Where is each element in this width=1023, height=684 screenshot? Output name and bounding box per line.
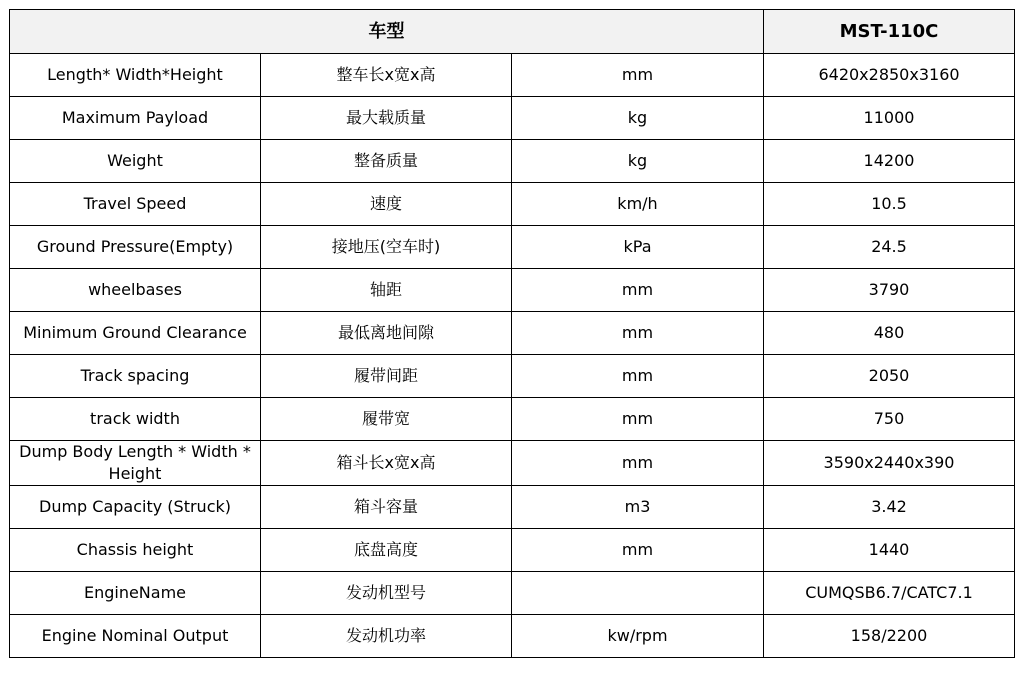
row-unit: kw/rpm [512,615,764,658]
table-row [10,615,1015,658]
row-label-cn: 接地压(空车时) [261,226,512,269]
row-label-cn: 履带间距 [261,355,512,398]
row-unit [512,572,764,615]
row-value: 10.5 [764,183,1015,226]
row-label-en: Ground Pressure(Empty) [10,226,261,269]
row-unit: kg [512,140,764,183]
row-value: 158/2200 [764,615,1015,658]
row-label-cn: 底盘高度 [261,529,512,572]
header-model: MST-110C [764,10,1015,54]
row-label-en: Track spacing [10,355,261,398]
row-value: 1440 [764,529,1015,572]
row-value: 2050 [764,355,1015,398]
row-unit: mm [512,529,764,572]
row-label-cn: 发动机功率 [261,615,512,658]
row-label-cn: 速度 [261,183,512,226]
table-row [10,572,1015,615]
row-unit: mm [512,441,764,486]
row-unit: kg [512,97,764,140]
row-value: CUMQSB6.7/CATC7.1 [764,572,1015,615]
row-value: 24.5 [764,226,1015,269]
row-value: 11000 [764,97,1015,140]
row-value: 3.42 [764,486,1015,529]
row-label-en: track width [10,398,261,441]
row-unit: mm [512,398,764,441]
row-label-cn: 轴距 [261,269,512,312]
spec-table [9,9,1015,658]
row-unit: mm [512,54,764,97]
table-row [10,54,1015,97]
row-label-cn: 发动机型号 [261,572,512,615]
row-value: 480 [764,312,1015,355]
row-label-en: Weight [10,140,261,183]
row-label-cn: 整车长x宽x高 [261,54,512,97]
row-value: 750 [764,398,1015,441]
table-row [10,355,1015,398]
row-label-cn: 箱斗容量 [261,486,512,529]
row-label-en: Travel Speed [10,183,261,226]
header-label: 车型 [10,10,764,54]
row-value: 6420x2850x3160 [764,54,1015,97]
row-unit: mm [512,269,764,312]
row-label-en: Chassis height [10,529,261,572]
table-row [10,398,1015,441]
row-value: 3590x2440x390 [764,441,1015,486]
row-unit: kPa [512,226,764,269]
row-unit: m3 [512,486,764,529]
row-label-en: EngineName [10,572,261,615]
row-label-en: Dump Capacity (Struck) [10,486,261,529]
table-row [10,97,1015,140]
row-label-cn: 最大载质量 [261,97,512,140]
row-unit: mm [512,312,764,355]
row-label-en: Maximum Payload [10,97,261,140]
header-row [10,10,1015,54]
table-row [10,183,1015,226]
table-row [10,441,1015,486]
row-label-en: Dump Body Length * Width * Height [10,441,261,486]
row-label-cn: 履带宽 [261,398,512,441]
table-row [10,529,1015,572]
row-label-cn: 整备质量 [261,140,512,183]
row-unit: mm [512,355,764,398]
row-label-en: Length* Width*Height [10,54,261,97]
row-value: 14200 [764,140,1015,183]
row-label-en: Engine Nominal Output [10,615,261,658]
table-row [10,226,1015,269]
row-unit: km/h [512,183,764,226]
table-row [10,269,1015,312]
table-row [10,140,1015,183]
table-row [10,312,1015,355]
row-label-en: Minimum Ground Clearance [10,312,261,355]
row-value: 3790 [764,269,1015,312]
row-label-cn: 最低离地间隙 [261,312,512,355]
row-label-cn: 箱斗长x宽x高 [261,441,512,486]
row-label-en: wheelbases [10,269,261,312]
table-row [10,486,1015,529]
